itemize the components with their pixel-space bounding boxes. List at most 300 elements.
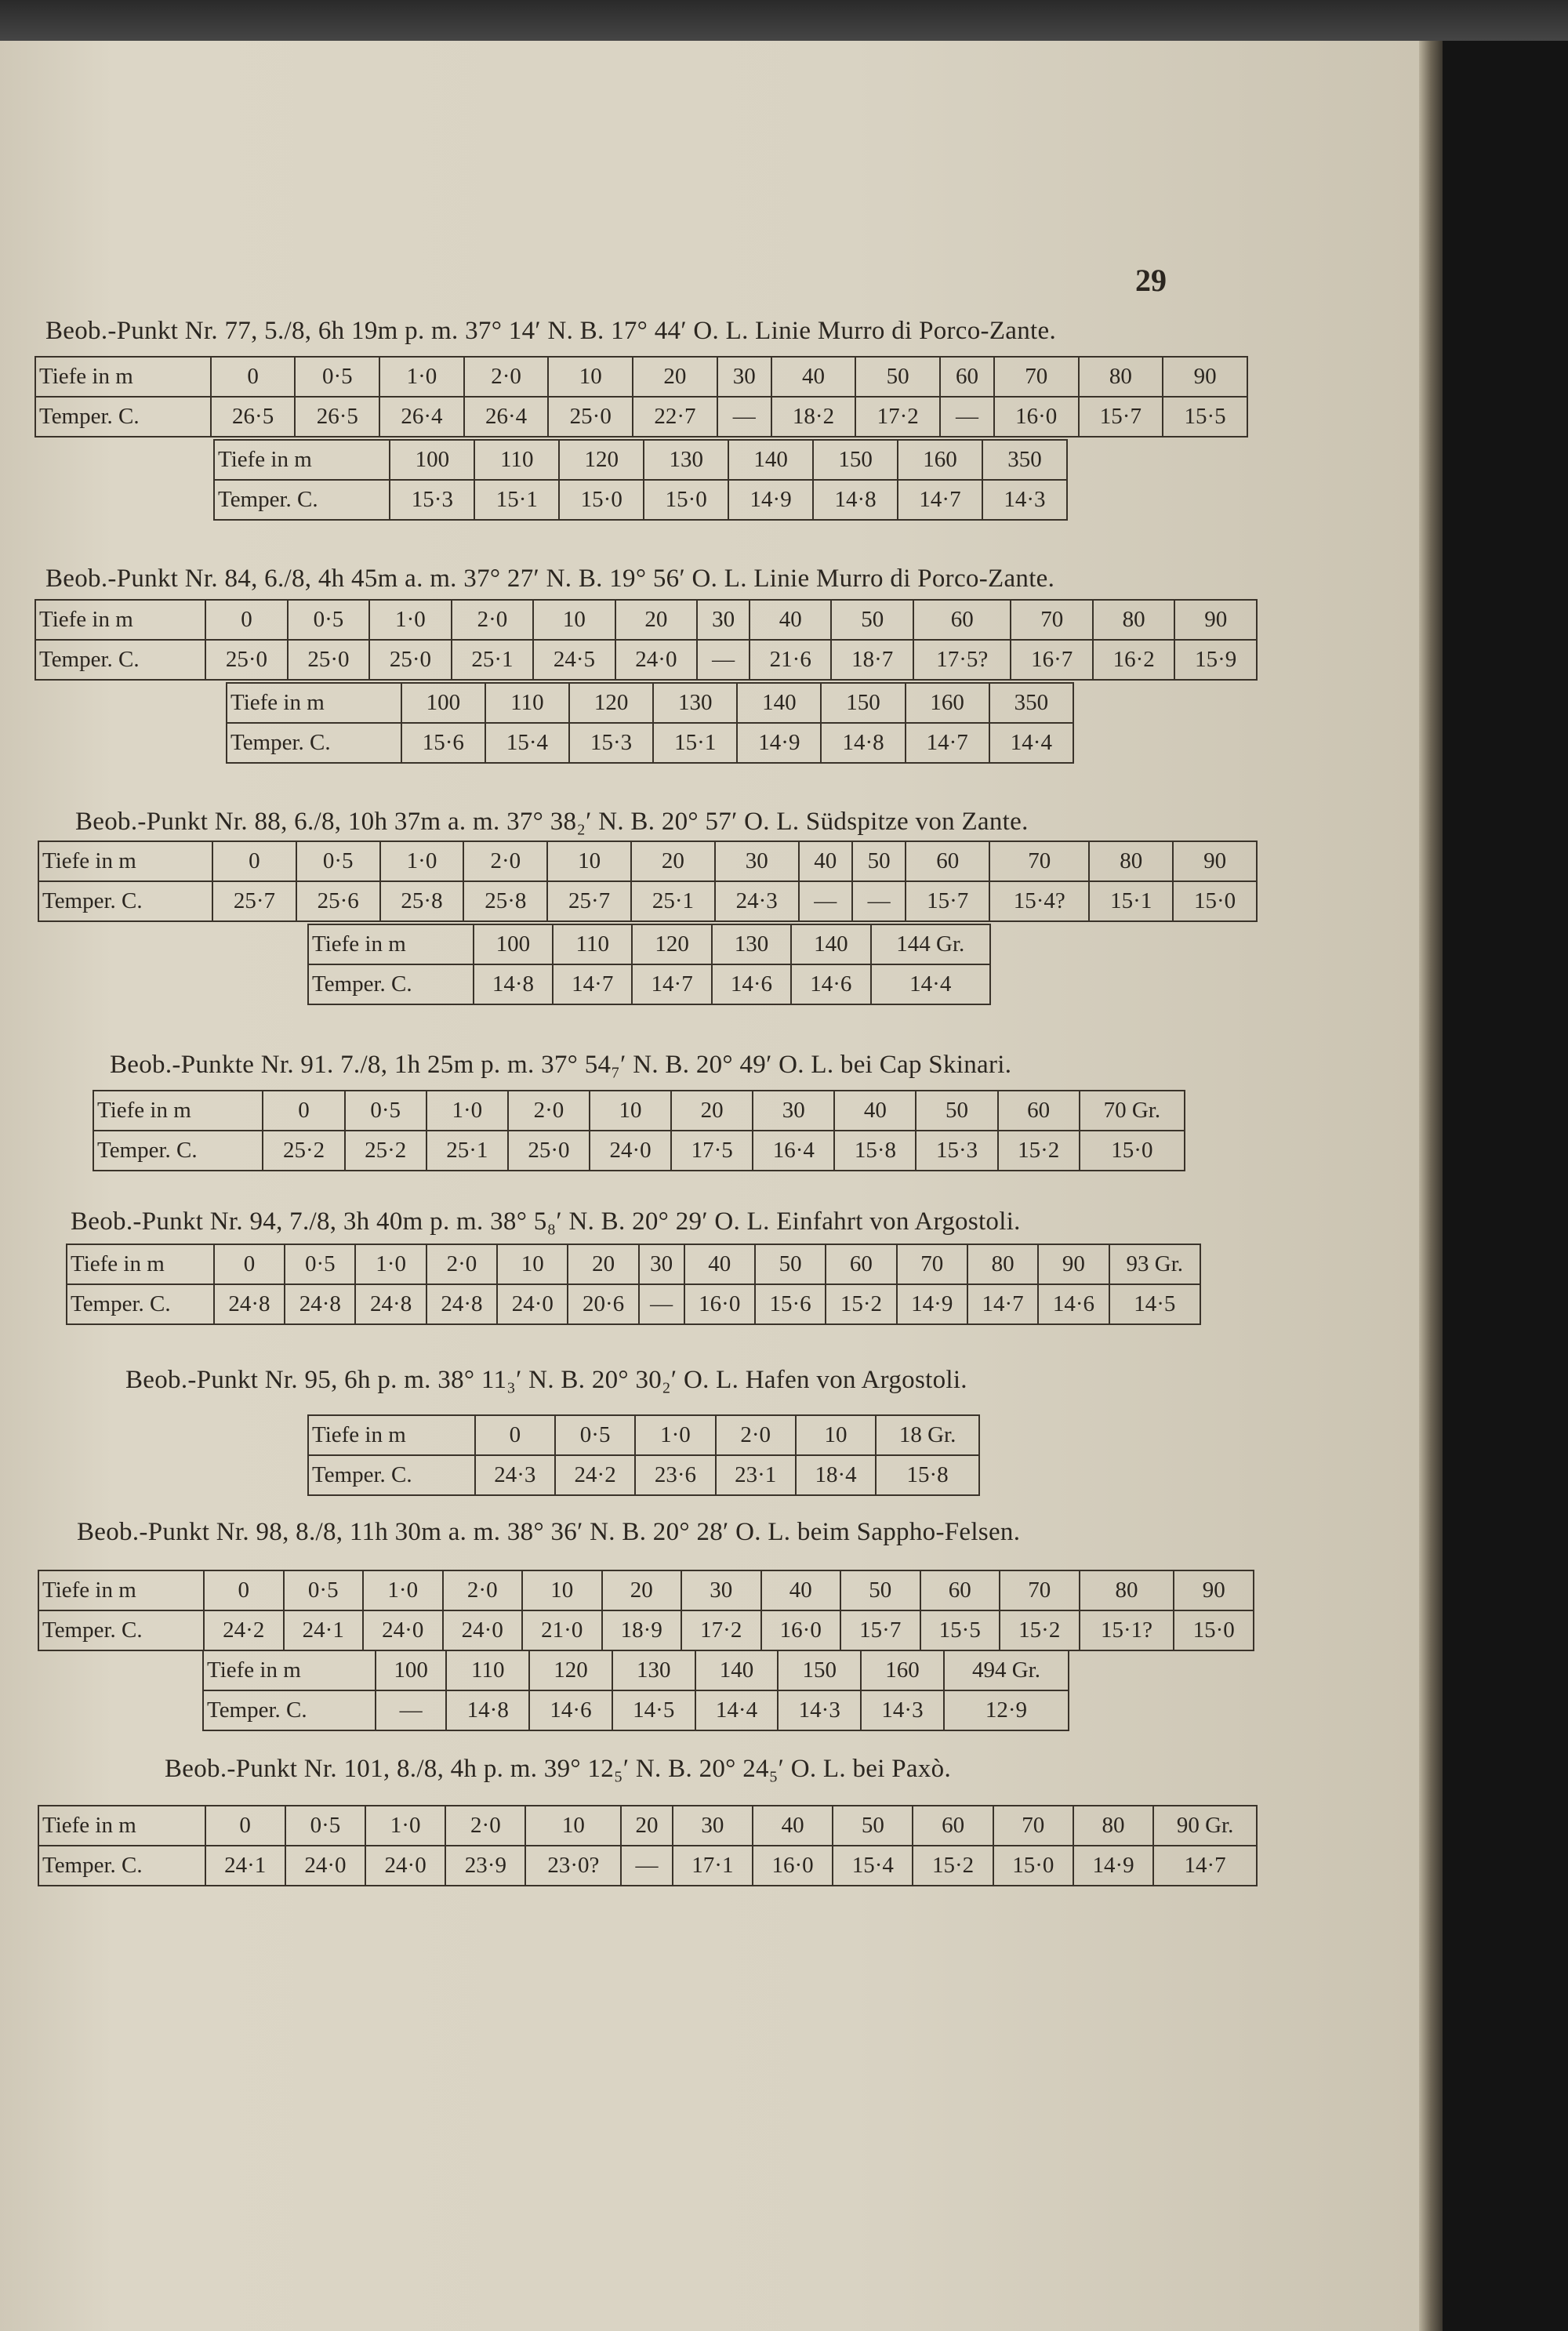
temp-cell: 24·8 — [214, 1284, 285, 1324]
depth-cell: 0 — [214, 1244, 285, 1284]
depth-cell: 0 — [475, 1415, 555, 1455]
depth-cell: 80 — [967, 1244, 1038, 1284]
depth-cell: 150 — [813, 440, 898, 480]
depth-temp-table-deep — [213, 439, 1068, 521]
depth-cell: 0 — [205, 600, 287, 640]
temp-label: Temper. C. — [38, 1610, 204, 1650]
temp-row — [93, 1131, 1185, 1171]
temp-cell: 15·8 — [834, 1131, 916, 1171]
temp-cell: 15·7 — [906, 881, 989, 921]
depth-cell: 120 — [569, 683, 653, 723]
temp-cell: 20·6 — [568, 1284, 638, 1324]
depth-temp-table-deep — [226, 682, 1074, 764]
depth-cell: 160 — [906, 683, 989, 723]
depth-cell: 1·0 — [379, 357, 464, 397]
temp-row — [35, 640, 1257, 680]
temp-label: Temper. C. — [35, 397, 211, 437]
temp-cell: 15·5 — [920, 1610, 1000, 1650]
temp-cell: 26·4 — [464, 397, 549, 437]
temp-label: Temper. C. — [203, 1690, 376, 1730]
temp-cell: 14·3 — [982, 480, 1067, 520]
temp-cell: 17·1 — [673, 1846, 753, 1886]
depth-cell: 60 — [906, 841, 989, 881]
depth-cell: 60 — [920, 1570, 1000, 1610]
temp-cell: 15·7 — [1079, 397, 1163, 437]
depth-cell: 0·5 — [285, 1806, 365, 1846]
temp-cell: 17·2 — [855, 397, 940, 437]
temp-cell: 24·0 — [497, 1284, 568, 1324]
temp-cell: 14·8 — [813, 480, 898, 520]
temp-cell: 15·9 — [1174, 640, 1257, 680]
temp-row — [308, 1455, 979, 1495]
station-heading-77: Beob.-Punkt Nr. 77, 5./8, 6h 19m p. m. 37° 14′ N. B. 17° 44′ O. L. Linie Murro di Porco-Zante. — [45, 317, 1057, 345]
temp-cell: 24·1 — [205, 1846, 285, 1886]
depth-cell: 18 Gr. — [876, 1415, 979, 1455]
temp-cell: 15·0 — [559, 480, 644, 520]
depth-temp-table — [34, 599, 1258, 681]
depth-label: Tiefe in m — [93, 1091, 263, 1131]
depth-cell: 1·0 — [355, 1244, 426, 1284]
temp-cell: 15·0 — [644, 480, 728, 520]
depth-row — [308, 924, 990, 964]
depth-cell: 50 — [852, 841, 906, 881]
temp-cell: 14·4 — [695, 1690, 779, 1730]
depth-row — [38, 1570, 1254, 1610]
depth-temp-table-deep — [202, 1650, 1069, 1731]
depth-row — [38, 1806, 1257, 1846]
depth-cell: 100 — [401, 683, 485, 723]
depth-cell: 90 Gr. — [1153, 1806, 1257, 1846]
temp-cell: 15·4? — [989, 881, 1089, 921]
depth-cell: 2·0 — [443, 1570, 523, 1610]
temp-cell: 15·3 — [916, 1131, 997, 1171]
depth-cell: 20 — [671, 1091, 753, 1131]
depth-cell: 90 — [1038, 1244, 1109, 1284]
depth-cell: 120 — [559, 440, 644, 480]
temp-cell: 25·8 — [463, 881, 547, 921]
depth-cell: 20 — [631, 841, 715, 881]
temp-cell: 25·1 — [426, 1131, 508, 1171]
temp-cell: 14·9 — [897, 1284, 967, 1324]
temp-cell: 24·0 — [365, 1846, 445, 1886]
temp-cell: 16·7 — [1011, 640, 1092, 680]
depth-cell: 10 — [547, 841, 631, 881]
depth-cell: 80 — [1089, 841, 1173, 881]
temp-cell: 15·1 — [653, 723, 737, 763]
depth-cell: 60 — [940, 357, 994, 397]
depth-label: Tiefe in m — [227, 683, 401, 723]
temp-cell: 12·9 — [944, 1690, 1069, 1730]
temp-cell: 16·0 — [684, 1284, 755, 1324]
depth-cell: 90 — [1174, 1570, 1254, 1610]
temp-cell: — — [621, 1846, 672, 1886]
depth-label: Tiefe in m — [38, 1570, 204, 1610]
depth-label: Tiefe in m — [67, 1244, 214, 1284]
temp-cell: 14·6 — [791, 964, 870, 1004]
depth-temp-table — [66, 1244, 1201, 1325]
depth-cell: 40 — [684, 1244, 755, 1284]
depth-cell: 140 — [737, 683, 821, 723]
depth-cell: 50 — [855, 357, 940, 397]
temp-cell: — — [717, 397, 771, 437]
temp-cell: — — [639, 1284, 684, 1324]
temp-cell: 14·9 — [1073, 1846, 1153, 1886]
temp-cell: 24·0 — [285, 1846, 365, 1886]
depth-row — [308, 1415, 979, 1455]
depth-cell: 50 — [755, 1244, 826, 1284]
station-heading-94: Beob.-Punkt Nr. 94, 7./8, 3h 40m p. m. 38° 5₈′ N. B. 20° 29′ O. L. Einfahrt von Argostoli. — [71, 1207, 1021, 1236]
depth-row — [38, 841, 1257, 881]
depth-cell: 160 — [898, 440, 982, 480]
depth-cell: 50 — [831, 600, 913, 640]
temp-cell: 25·0 — [508, 1131, 590, 1171]
depth-cell: 110 — [553, 924, 632, 964]
temp-label: Temper. C. — [93, 1131, 263, 1171]
depth-cell: 130 — [644, 440, 728, 480]
temp-row — [203, 1690, 1069, 1730]
temp-cell: 14·7 — [898, 480, 982, 520]
temp-cell: 14·6 — [1038, 1284, 1109, 1324]
temp-cell: 24·3 — [715, 881, 799, 921]
temp-cell: 24·8 — [285, 1284, 355, 1324]
depth-row — [93, 1091, 1185, 1131]
depth-cell: 70 Gr. — [1080, 1091, 1185, 1131]
temp-label: Temper. C. — [38, 1846, 205, 1886]
depth-cell: 90 — [1173, 841, 1257, 881]
temp-label: Temper. C. — [308, 1455, 475, 1495]
temp-cell: 24·0 — [363, 1610, 443, 1650]
temp-label: Temper. C. — [35, 640, 205, 680]
depth-cell: 0 — [263, 1091, 344, 1131]
temp-cell: — — [799, 881, 852, 921]
book-page — [0, 41, 1419, 2331]
temp-row — [227, 723, 1073, 763]
depth-cell: 130 — [653, 683, 737, 723]
temp-cell: 15·1? — [1080, 1610, 1174, 1650]
depth-label: Tiefe in m — [38, 841, 212, 881]
temp-cell: 15·1 — [474, 480, 559, 520]
depth-cell: 30 — [673, 1806, 753, 1846]
temp-row — [308, 964, 990, 1004]
temp-cell: 23·0? — [525, 1846, 621, 1886]
temp-cell: 14·7 — [1153, 1846, 1257, 1886]
depth-cell: 20 — [621, 1806, 672, 1846]
depth-cell: 2·0 — [463, 841, 547, 881]
temp-cell: 24·0 — [590, 1131, 671, 1171]
depth-cell: 110 — [474, 440, 559, 480]
depth-cell: 30 — [681, 1570, 761, 1610]
temp-cell: 25·7 — [212, 881, 296, 921]
depth-label: Tiefe in m — [35, 600, 205, 640]
book-spine — [1419, 41, 1443, 2331]
temp-cell: 25·6 — [296, 881, 380, 921]
temp-cell: 16·0 — [753, 1846, 833, 1886]
depth-cell: 0·5 — [288, 600, 369, 640]
depth-cell: 350 — [982, 440, 1067, 480]
depth-temp-table-deep — [307, 924, 991, 1005]
temp-cell: 15·2 — [826, 1284, 896, 1324]
depth-cell: 80 — [1073, 1806, 1153, 1846]
depth-cell: 10 — [590, 1091, 671, 1131]
depth-cell: 50 — [916, 1091, 997, 1131]
depth-cell: 140 — [791, 924, 870, 964]
depth-cell: 100 — [474, 924, 553, 964]
temp-cell: 24·2 — [204, 1610, 284, 1650]
depth-cell: 120 — [529, 1650, 612, 1690]
temp-cell: 15·2 — [913, 1846, 993, 1886]
temp-cell: 26·4 — [379, 397, 464, 437]
temp-row — [67, 1284, 1200, 1324]
station-heading-84: Beob.-Punkt Nr. 84, 6./8, 4h 45m a. m. 37° 27′ N. B. 19° 56′ O. L. Linie Murro di Porco-Zante. — [45, 565, 1055, 593]
depth-label: Tiefe in m — [35, 357, 211, 397]
temp-cell: 14·9 — [728, 480, 813, 520]
temp-cell: 24·2 — [555, 1455, 635, 1495]
temp-cell: 14·7 — [967, 1284, 1038, 1324]
depth-temp-table — [38, 841, 1258, 922]
depth-cell: 20 — [602, 1570, 682, 1610]
temp-label: Temper. C. — [214, 480, 390, 520]
depth-cell: 130 — [712, 924, 791, 964]
temp-cell: 24·3 — [475, 1455, 555, 1495]
temp-cell: 16·4 — [753, 1131, 834, 1171]
depth-cell: 0·5 — [555, 1415, 635, 1455]
depth-cell: 2·0 — [716, 1415, 796, 1455]
depth-cell: 30 — [639, 1244, 684, 1284]
temp-cell: 17·5 — [671, 1131, 753, 1171]
depth-row — [35, 357, 1247, 397]
depth-label: Tiefe in m — [308, 1415, 475, 1455]
depth-cell: 50 — [840, 1570, 920, 1610]
depth-cell: 0·5 — [285, 1244, 355, 1284]
temp-label: Temper. C. — [38, 881, 212, 921]
temp-cell: 14·6 — [529, 1690, 612, 1730]
depth-cell: 120 — [632, 924, 711, 964]
temp-cell: — — [376, 1690, 447, 1730]
depth-temp-table — [34, 356, 1248, 438]
depth-cell: 50 — [833, 1806, 913, 1846]
depth-cell: 10 — [522, 1570, 602, 1610]
depth-cell: 0·5 — [296, 841, 380, 881]
depth-cell: 130 — [612, 1650, 695, 1690]
depth-cell: 144 Gr. — [871, 924, 990, 964]
depth-cell: 0·5 — [295, 357, 379, 397]
depth-cell: 1·0 — [365, 1806, 445, 1846]
temp-cell: 17·2 — [681, 1610, 761, 1650]
temp-cell: 14·8 — [474, 964, 553, 1004]
temp-cell: 15·5 — [1163, 397, 1247, 437]
depth-cell: 40 — [771, 357, 856, 397]
depth-row — [67, 1244, 1200, 1284]
depth-cell: 140 — [695, 1650, 779, 1690]
depth-cell: 93 Gr. — [1109, 1244, 1200, 1284]
station-heading-88: Beob.-Punkt Nr. 88, 6./8, 10h 37m a. m. 37° 38₂′ N. B. 20° 57′ O. L. Südspitze von Zante. — [75, 808, 1029, 836]
temp-cell: 21·6 — [750, 640, 831, 680]
depth-cell: 10 — [796, 1415, 876, 1455]
depth-label: Tiefe in m — [214, 440, 390, 480]
temp-cell: 15·3 — [390, 480, 474, 520]
depth-cell: 20 — [615, 600, 697, 640]
temp-cell: 26·5 — [211, 397, 296, 437]
depth-cell: 70 — [993, 1806, 1073, 1846]
depth-cell: 70 — [994, 357, 1079, 397]
temp-cell: 14·3 — [778, 1690, 861, 1730]
temp-cell: 25·7 — [547, 881, 631, 921]
temp-cell: — — [940, 397, 994, 437]
depth-cell: 10 — [533, 600, 615, 640]
depth-cell: 40 — [799, 841, 852, 881]
temp-cell: 18·9 — [602, 1610, 682, 1650]
depth-cell: 0 — [211, 357, 296, 397]
temp-row — [38, 1846, 1257, 1886]
depth-cell: 60 — [826, 1244, 896, 1284]
temp-cell: 15·2 — [1000, 1610, 1080, 1650]
depth-label: Tiefe in m — [38, 1806, 205, 1846]
station-heading-91: Beob.-Punkte Nr. 91. 7./8, 1h 25m p. m. 37° 54₇′ N. B. 20° 49′ O. L. bei Cap Skinari. — [110, 1051, 1012, 1079]
temp-cell: 25·1 — [631, 881, 715, 921]
depth-cell: 10 — [548, 357, 633, 397]
temp-cell: 18·2 — [771, 397, 856, 437]
temp-cell: 16·2 — [1093, 640, 1174, 680]
temp-cell: 25·0 — [369, 640, 451, 680]
depth-cell: 2·0 — [508, 1091, 590, 1131]
temp-row — [214, 480, 1067, 520]
depth-cell: 20 — [568, 1244, 638, 1284]
depth-cell: 0 — [204, 1570, 284, 1610]
depth-row — [214, 440, 1067, 480]
temp-cell: 15·2 — [998, 1131, 1080, 1171]
depth-temp-table — [93, 1090, 1185, 1171]
temp-cell: 23·6 — [635, 1455, 715, 1495]
temp-label: Temper. C. — [227, 723, 401, 763]
page-number: 29 — [1135, 263, 1167, 298]
depth-cell: 70 — [897, 1244, 967, 1284]
depth-cell: 20 — [633, 357, 717, 397]
depth-row — [203, 1650, 1069, 1690]
temp-cell: 14·7 — [906, 723, 989, 763]
temp-cell: 23·9 — [445, 1846, 525, 1886]
depth-cell: 1·0 — [635, 1415, 715, 1455]
temp-cell: 15·1 — [1089, 881, 1173, 921]
temp-cell: 26·5 — [295, 397, 379, 437]
depth-cell: 80 — [1079, 357, 1163, 397]
temp-cell: 25·2 — [263, 1131, 344, 1171]
depth-cell: 140 — [728, 440, 813, 480]
depth-cell: 30 — [717, 357, 771, 397]
depth-cell: 100 — [390, 440, 474, 480]
depth-cell: 70 — [989, 841, 1089, 881]
depth-cell: 494 Gr. — [944, 1650, 1069, 1690]
depth-cell: 90 — [1163, 357, 1247, 397]
depth-temp-table — [38, 1805, 1258, 1886]
temp-cell: 16·0 — [761, 1610, 841, 1650]
depth-cell: 40 — [753, 1806, 833, 1846]
temp-cell: 15·6 — [401, 723, 485, 763]
temp-cell: 24·5 — [533, 640, 615, 680]
depth-cell: 160 — [861, 1650, 944, 1690]
depth-cell: 150 — [821, 683, 905, 723]
depth-cell: 2·0 — [445, 1806, 525, 1846]
depth-cell: 100 — [376, 1650, 447, 1690]
depth-cell: 2·0 — [452, 600, 533, 640]
depth-cell: 0 — [212, 841, 296, 881]
temp-cell: 14·7 — [553, 964, 632, 1004]
temp-cell: 25·0 — [288, 640, 369, 680]
depth-row — [227, 683, 1073, 723]
temp-label: Temper. C. — [308, 964, 474, 1004]
temp-cell: 24·8 — [355, 1284, 426, 1324]
depth-cell: 0·5 — [284, 1570, 364, 1610]
depth-cell: 60 — [913, 600, 1011, 640]
temp-cell: — — [697, 640, 750, 680]
depth-cell: 2·0 — [426, 1244, 497, 1284]
temp-cell: 15·4 — [485, 723, 569, 763]
station-heading-98: Beob.-Punkt Nr. 98, 8./8, 11h 30m a. m. 38° 36′ N. B. 20° 28′ O. L. beim Sappho-Felsen. — [77, 1518, 1021, 1546]
temp-cell: 25·8 — [380, 881, 464, 921]
depth-row — [35, 600, 1257, 640]
temp-cell: 14·4 — [871, 964, 990, 1004]
temp-cell: — — [852, 881, 906, 921]
temp-cell: 18·4 — [796, 1455, 876, 1495]
depth-cell: 70 — [1011, 600, 1092, 640]
temp-cell: 15·7 — [840, 1610, 920, 1650]
temp-row — [38, 1610, 1254, 1650]
temp-cell: 14·9 — [737, 723, 821, 763]
depth-cell: 80 — [1080, 1570, 1174, 1610]
temp-cell: 25·1 — [452, 640, 533, 680]
temp-cell: 24·1 — [284, 1610, 364, 1650]
depth-cell: 30 — [753, 1091, 834, 1131]
temp-cell: 15·0 — [993, 1846, 1073, 1886]
depth-cell: 0 — [205, 1806, 285, 1846]
temp-cell: 15·3 — [569, 723, 653, 763]
station-heading-95: Beob.-Punkt Nr. 95, 6h p. m. 38° 11₃′ N. B. 20° 30₂′ O. L. Hafen von Argostoli. — [125, 1366, 967, 1394]
depth-cell: 60 — [998, 1091, 1080, 1131]
temp-cell: 17·5? — [913, 640, 1011, 680]
temp-cell: 16·0 — [994, 397, 1079, 437]
depth-cell: 80 — [1093, 600, 1174, 640]
temp-cell: 15·4 — [833, 1846, 913, 1886]
depth-cell: 110 — [485, 683, 569, 723]
temp-cell: 25·2 — [345, 1131, 426, 1171]
temp-cell: 15·0 — [1173, 881, 1257, 921]
depth-cell: 1·0 — [380, 841, 464, 881]
temp-cell: 14·8 — [446, 1690, 529, 1730]
depth-temp-table — [38, 1570, 1254, 1651]
depth-cell: 350 — [989, 683, 1073, 723]
temp-cell: 24·8 — [426, 1284, 497, 1324]
station-heading-101: Beob.-Punkt Nr. 101, 8./8, 4h p. m. 39° 12₅′ N. B. 20° 24₅′ O. L. bei Paxò. — [165, 1755, 951, 1783]
depth-cell: 1·0 — [426, 1091, 508, 1131]
temp-cell: 14·7 — [632, 964, 711, 1004]
temp-cell: 14·6 — [712, 964, 791, 1004]
temp-cell: 23·1 — [716, 1455, 796, 1495]
temp-cell: 14·4 — [989, 723, 1073, 763]
depth-cell: 60 — [913, 1806, 993, 1846]
temp-cell: 15·0 — [1174, 1610, 1254, 1650]
temp-cell: 14·5 — [1109, 1284, 1200, 1324]
depth-cell: 30 — [697, 600, 750, 640]
temp-row — [38, 881, 1257, 921]
temp-cell: 14·3 — [861, 1690, 944, 1730]
depth-cell: 2·0 — [464, 357, 549, 397]
temp-row — [35, 397, 1247, 437]
temp-cell: 14·5 — [612, 1690, 695, 1730]
depth-cell: 1·0 — [369, 600, 451, 640]
temp-cell: 25·0 — [548, 397, 633, 437]
temp-cell: 15·0 — [1080, 1131, 1185, 1171]
temp-cell: 18·7 — [831, 640, 913, 680]
depth-cell: 1·0 — [363, 1570, 443, 1610]
